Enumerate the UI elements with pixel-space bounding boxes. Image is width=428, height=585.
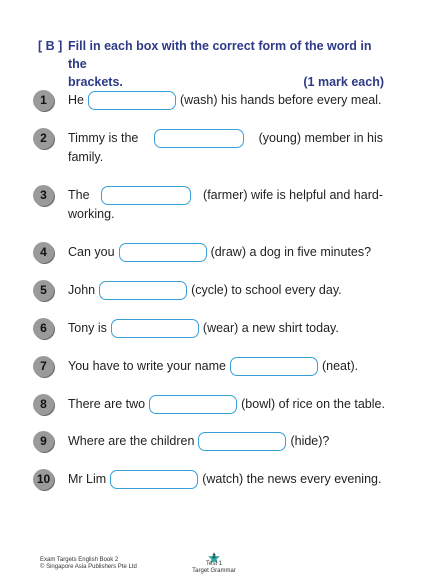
answer-box[interactable]: [154, 129, 244, 148]
question-text: (watch) the news every evening.: [202, 472, 382, 486]
question-text: Tony is: [68, 321, 107, 335]
answer-box[interactable]: [149, 395, 237, 414]
question-text-cont: family.: [68, 150, 104, 164]
section-header: [38, 37, 384, 91]
question-number-badge: 8: [33, 394, 54, 415]
answer-box[interactable]: [110, 470, 198, 489]
answer-box[interactable]: [111, 319, 199, 338]
instruction-text-cont: brackets.: [68, 75, 123, 89]
question-text: (neat).: [321, 359, 359, 373]
answer-box[interactable]: [101, 186, 191, 205]
test-label: Test 1: [205, 561, 222, 567]
question-number-badge: 2: [33, 128, 54, 149]
question-number-badge: 1: [33, 90, 54, 111]
question-text: He: [68, 93, 84, 107]
question-text: (bowl) of rice on the table.: [241, 397, 385, 411]
question-number-badge: 7: [33, 356, 54, 377]
question-text: (draw) a dog in five minutes?: [210, 245, 372, 259]
question-number-badge: 6: [33, 318, 54, 339]
question-text: (wear) a new shirt today.: [202, 321, 339, 335]
question-text: (hide)?: [290, 434, 330, 448]
marks-note: (1 mark each): [303, 75, 384, 89]
answer-box[interactable]: [230, 357, 318, 376]
page-number: 2: [212, 554, 216, 560]
question-text: Can you: [68, 245, 115, 259]
question-text: John: [68, 283, 96, 297]
question-number-badge: 9: [33, 431, 54, 452]
answer-box[interactable]: [88, 91, 176, 110]
question-text: (young) member in his: [258, 131, 383, 145]
answer-box[interactable]: [119, 243, 207, 262]
question-text: (wash) his hands before every meal.: [179, 93, 382, 107]
question-text: Where are the children: [68, 434, 195, 448]
question-text: Mr Lim: [68, 472, 107, 486]
question-text-cont: working.: [68, 207, 115, 221]
test-subtitle: Target Grammar: [192, 568, 236, 574]
question-text: (cycle) to school every day.: [191, 283, 342, 297]
book-title: Exam Targets English Book 2: [40, 557, 119, 563]
question-number-badge: 10: [33, 469, 54, 490]
copyright-text: © Singapore Asia Publishers Pte Ltd: [40, 564, 137, 570]
answer-box[interactable]: [99, 281, 187, 300]
section-label: [ B ]: [38, 39, 63, 53]
question-text: You have to write your name: [68, 359, 226, 373]
question-number-badge: 3: [33, 185, 54, 206]
question-text: (farmer) wife is helpful and hard-: [203, 188, 383, 202]
footer-test-info: [192, 554, 236, 575]
footer-publisher: [40, 557, 137, 571]
question-text: There are two: [68, 397, 146, 411]
instruction-text: Fill in each box with the correct form of the word in the: [68, 39, 372, 71]
answer-box[interactable]: [198, 432, 286, 451]
question-text: Timmy is the: [68, 131, 139, 145]
question-number-badge: 4: [33, 242, 54, 263]
question-text: The: [68, 188, 90, 202]
question-number-badge: 5: [33, 280, 54, 301]
